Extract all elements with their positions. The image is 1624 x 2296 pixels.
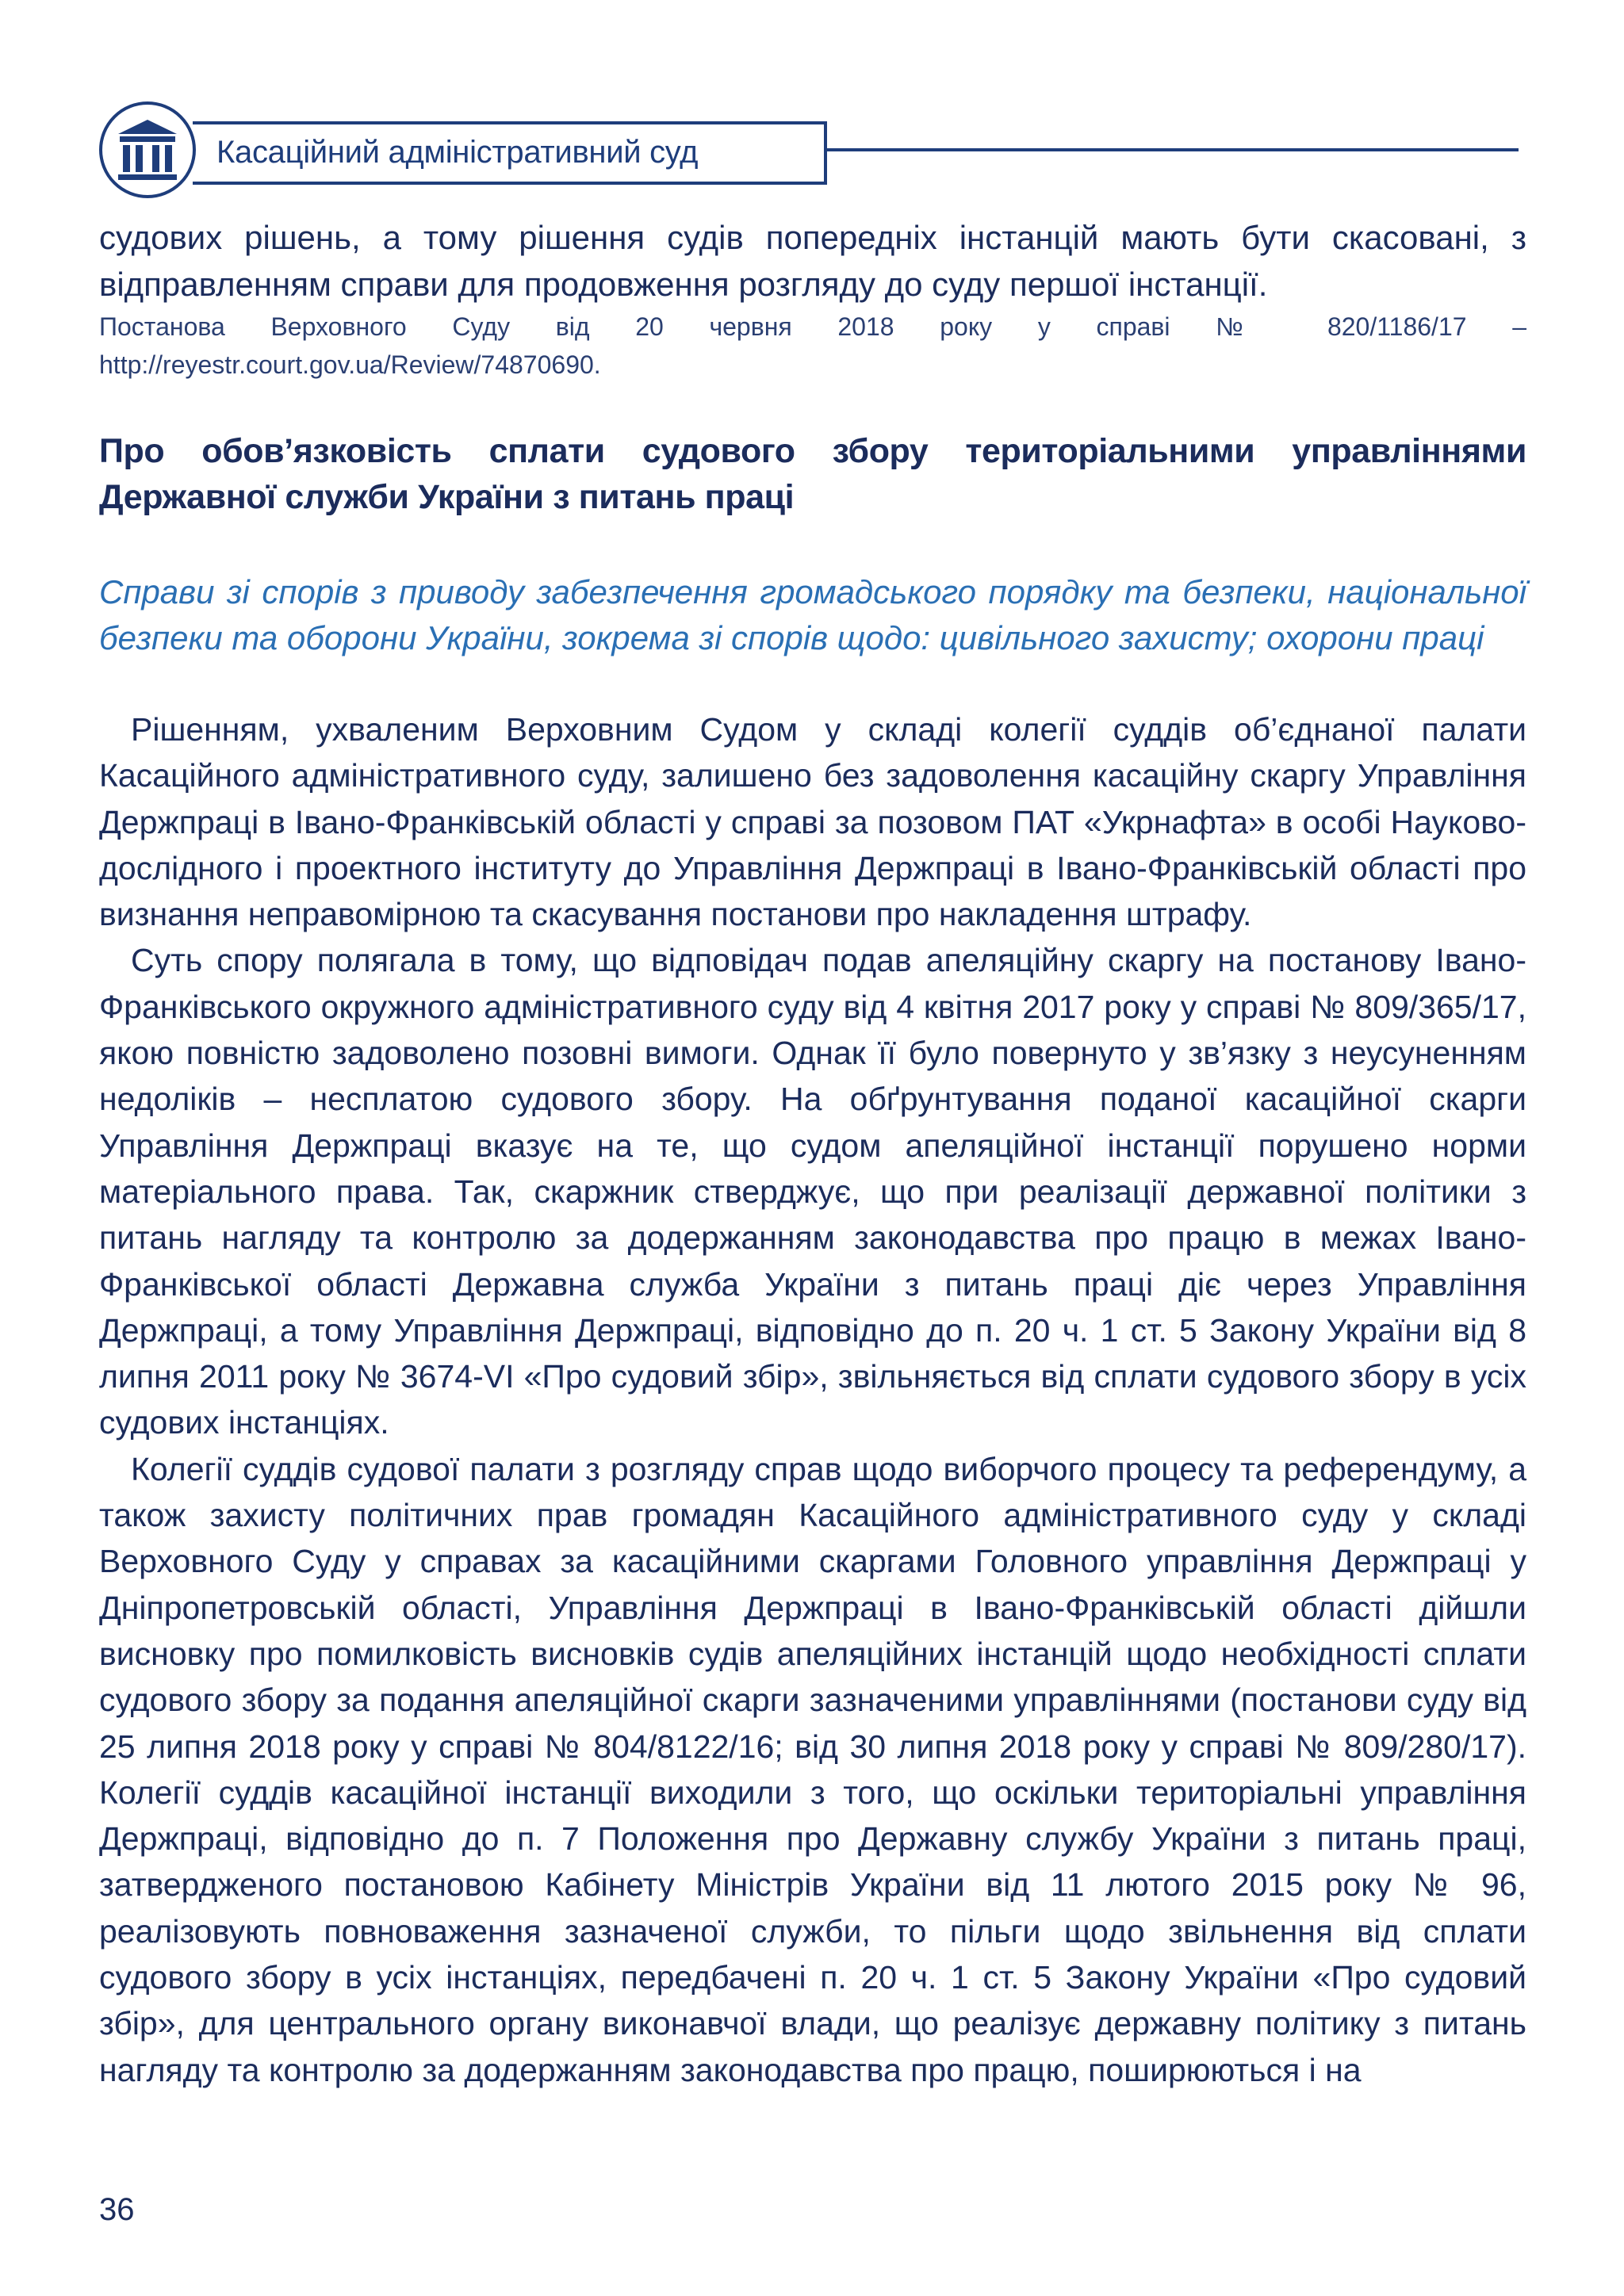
court-logo [99, 101, 196, 198]
body-paragraph: Колегії суддів судової палати з розгляду справ щодо виборчого процесу та референдуму, а також захисту політичних прав громадян Касаційного адміністративного суду у складі Верховного Суду у справах за касаційними скаргами Головного управління Держпраці у Дніпропетровській області, Управління Держпраці в Івано-Франківській області дійшли висновку про помилковість висновків судів апеляційних інстанцій щодо необхідності сплати судового збору за подання апеляційної скарги зазначеними управліннями (постанови суду від 25 липня 2018 року у справі № 804/8122/16; від 30 липня 2018 року у справі № 809/280/17). Колегії суддів касаційної інстанції виходили з того, що оскільки територіальні управління Держпраці, відповідно до п. 7 Положення про Державну службу України з питань праці, затвердженого постановою Кабінету Міністрів України від 11 лютого 2015 року № 96, реалізовують повноваження зазначеної служби, то пільги щодо звільнення від сплати судового збору в усіх інстанціях, передбачені п. 20 ч. 1 ст. 5 Закону України «Про судовий збір», для центрального органу виконавчої влади, що реалізує державну політику з питань нагляду та контролю за додержанням законодавства про працю, поширюються і на [99, 1450, 1526, 2088]
page-header [99, 100, 1526, 203]
case-category: Справи зі спорів з приводу забезпечення громадського порядку та безпеки, національної безпеки та оборони України, зокрема зі спорів щодо: цивільного захисту; охорони праці [99, 573, 1526, 656]
continuation-paragraph: судових рішень, а тому рішення судів попередніх інстанцій мають бути скасовані, з відправленням справи для продовження розгляду до суду першої інстанції. [99, 219, 1526, 303]
section-body [99, 706, 1526, 2093]
citation-reference: Постанова Верховного Суду від 20 червня 2018 року у справі № 820/1186/17 – http://reyestr.court.gov.ua/Review/74870690. [99, 312, 1526, 379]
header-title: Касаційний адміністративний суд [216, 135, 699, 170]
court-columns-icon [115, 117, 180, 183]
body-paragraph: Суть спору полягала в тому, що відповідач подав апеляційну скаргу на постанову Івано-Франківського окружного адміністративного суду від 4 квітня 2017 року у справі № 809/365/17, якою повністю задоволено позовні вимоги. Однак її було повернуто у зв’язку з неусуненням недоліків – несплатою судового збору. На обґрунтування поданої касаційної скарги Управління Держпраці вказує на те, що судом апеляційної інстанції порушено норми матеріального права. Так, скаржник стверджує, що при реалізації державної політики з питань нагляду та контролю за додержанням законодавства про працю в межах Івано-Франківської області Державна служба України з питань праці діє через Управління Держпраці, а тому Управління Держпраці, відповідно до п. 20 ч. 1 ст. 5 Закону України від 8 липня 2011 року № 3674-VI «Про судовий збір», звільняється від сплати судового збору в усіх судових інстанціях. [99, 942, 1526, 1441]
body-paragraph: Рішенням, ухваленим Верховним Судом у складі колегії суддів об’єднаної палати Касаційного адміністративного суду, залишено без задоволення касаційну скаргу Управління Держпраці в Івано-Франківській області у справі за позовом ПАТ «Укрнафта» в особі Науково-дослідного і проектного інституту до Управління Держпраці в Івано-Франківській області про визнання неправомірною та скасування постанови про накладення штрафу. [99, 711, 1526, 933]
section-heading: Про обов’язковість сплати судового збору територіальними управліннями Державної служби України з питань праці [99, 432, 1526, 516]
header-rule [827, 148, 1519, 151]
page-number: 36 [99, 2192, 135, 2227]
